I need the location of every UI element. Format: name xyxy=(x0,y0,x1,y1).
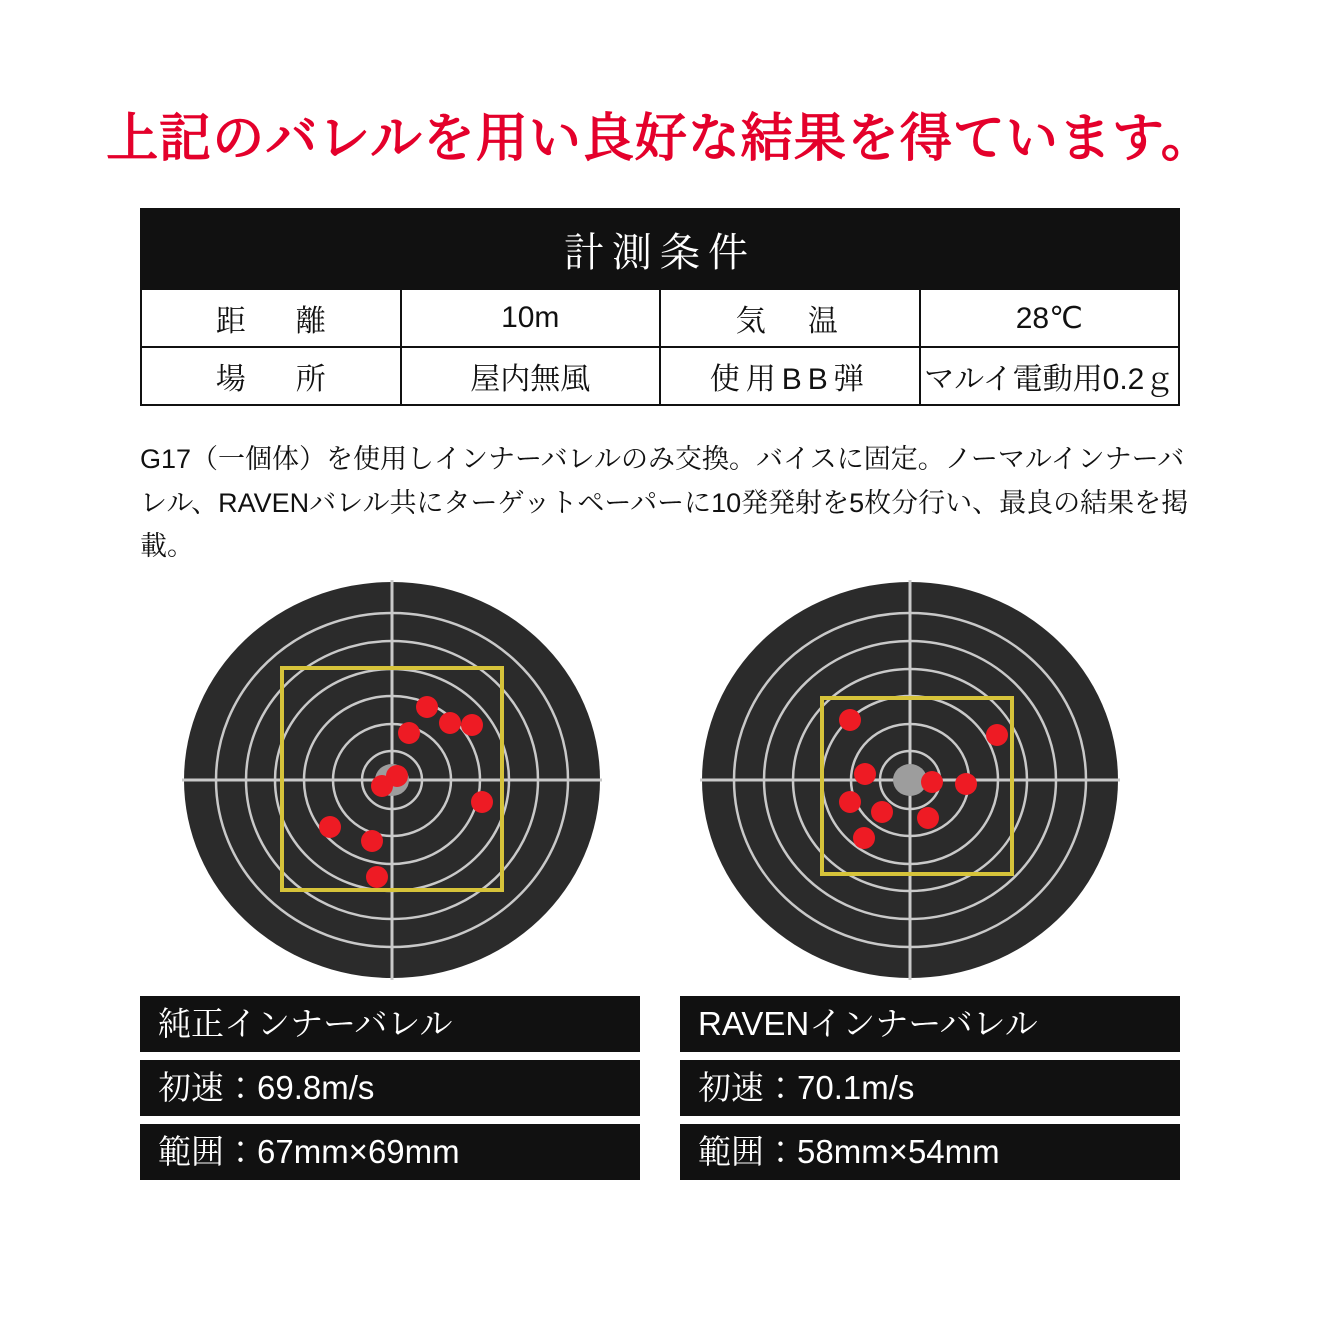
caption-right xyxy=(680,996,1180,1188)
left-velocity: 初速：69.8m/s xyxy=(140,1060,640,1116)
left-barrel-name: 純正インナーバレル xyxy=(140,996,640,1052)
target-right-svg xyxy=(700,580,1120,980)
page-title: 上記のバレルを用い良好な結果を得ています。 xyxy=(106,110,1214,168)
measurement-conditions-table xyxy=(140,208,1180,406)
caption-left xyxy=(140,996,640,1188)
label-bb: 使用BB弾 xyxy=(660,347,920,405)
target-right xyxy=(700,580,1120,980)
left-group-size: 範囲：67mm×69mm xyxy=(140,1124,640,1180)
value-temperature: 28℃ xyxy=(920,289,1180,347)
value-distance: 10m xyxy=(401,289,661,347)
table-row xyxy=(141,289,1179,347)
target-left xyxy=(182,580,602,980)
right-velocity: 初速：70.1m/s xyxy=(680,1060,1180,1116)
table-header-row xyxy=(141,209,1179,289)
value-bb: マルイ電動用0.2ｇ xyxy=(920,347,1180,405)
label-distance: 距 離 xyxy=(141,289,401,347)
conditions-title: 計測条件 xyxy=(141,209,1179,289)
label-temperature: 気 温 xyxy=(660,289,920,347)
target-left-svg xyxy=(182,580,602,980)
label-location: 場 所 xyxy=(141,347,401,405)
right-group-size: 範囲：58mm×54mm xyxy=(680,1124,1180,1180)
method-note: G17（一個体）を使用しインナーバレルのみ交換。バイスに固定。ノーマルインナーバレル、RAVENバレル共にターゲットペーパーに10発発射を5枚分行い、最良の結果を掲載。 xyxy=(140,444,1189,562)
right-barrel-name: RAVENインナーバレル xyxy=(680,996,1180,1052)
table-row xyxy=(141,347,1179,405)
value-location: 屋内無風 xyxy=(401,347,661,405)
